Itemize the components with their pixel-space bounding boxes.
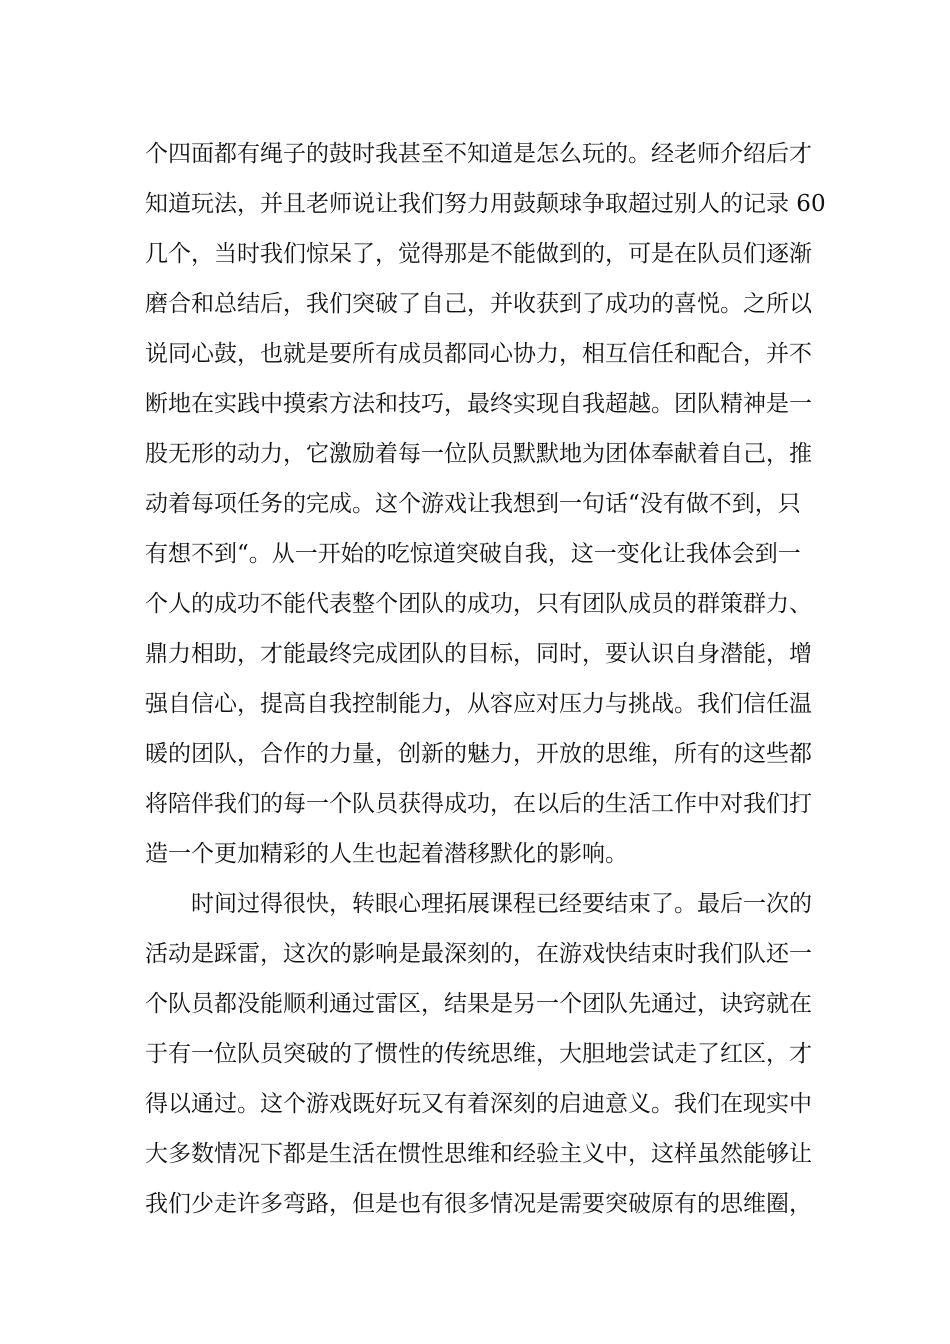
text-line: 个四面都有绳子的鼓时我甚至不知道是怎么玩的。经老师介绍后才 bbox=[145, 141, 812, 167]
text-line: 时间过得很快，转眼心理拓展课程已经要结束了。最后一次的 bbox=[191, 891, 812, 917]
text-line: 于有一位队员突破的了惯性的传统思维，大胆地尝试走了红区，才 bbox=[145, 1041, 812, 1067]
text-line: 知道玩法，并且老师说让我们努力用鼓颠球争取超过别人的记录 60 bbox=[145, 191, 826, 217]
text-line: 大多数情况下都是生活在惯性思维和经验主义中，这样虽然能够让 bbox=[145, 1141, 812, 1167]
text-line: 鼎力相助，才能最终完成团队的目标，同时，要认识自身潜能，增 bbox=[145, 641, 812, 667]
text-line: 将陪伴我们的每一个队员获得成功，在以后的生活工作中对我们打 bbox=[145, 791, 812, 817]
text-line: 得以通过。这个游戏既好玩又有着深刻的启迪意义。我们在现实中 bbox=[145, 1091, 812, 1117]
text-line: 磨合和总结后，我们突破了自己，并收获到了成功的喜悦。之所以 bbox=[145, 291, 812, 317]
text-line: 股无形的动力，它激励着每一位队员默默地为团体奉献着自己，推 bbox=[145, 441, 812, 467]
text-line: 造一个更加精彩的人生也起着潜移默化的影响。 bbox=[145, 841, 628, 867]
text-line: 我们少走许多弯路，但是也有很多情况是需要突破原有的思维圈， bbox=[145, 1191, 812, 1217]
text-line: 说同心鼓，也就是要所有成员都同心协力，相互信任和配合，并不 bbox=[145, 341, 812, 367]
text-line: 个人的成功不能代表整个团队的成功，只有团队成员的群策群力、 bbox=[145, 591, 812, 617]
text-line: 断地在实践中摸索方法和技巧，最终实现自我超越。团队精神是一 bbox=[145, 391, 812, 417]
text-line: 有想不到“。从一开始的吃惊道突破自我，这一变化让我体会到一 bbox=[145, 541, 801, 567]
text-line: 个队员都没能顺利通过雷区，结果是另一个团队先通过，诀窍就在 bbox=[145, 991, 812, 1017]
text-line: 活动是踩雷，这次的影响是最深刻的，在游戏快结束时我们队还一 bbox=[145, 941, 812, 967]
text-line: 动着每项任务的完成。这个游戏让我想到一句话“没有做不到，只 bbox=[145, 491, 801, 517]
text-line: 强自信心，提高自我控制能力，从容应对压力与挑战。我们信任温 bbox=[145, 691, 812, 717]
text-line: 暖的团队，合作的力量，创新的魅力，开放的思维，所有的这些都 bbox=[145, 741, 812, 767]
text-line: 几个，当时我们惊呆了，觉得那是不能做到的，可是在队员们逐渐 bbox=[145, 241, 812, 267]
